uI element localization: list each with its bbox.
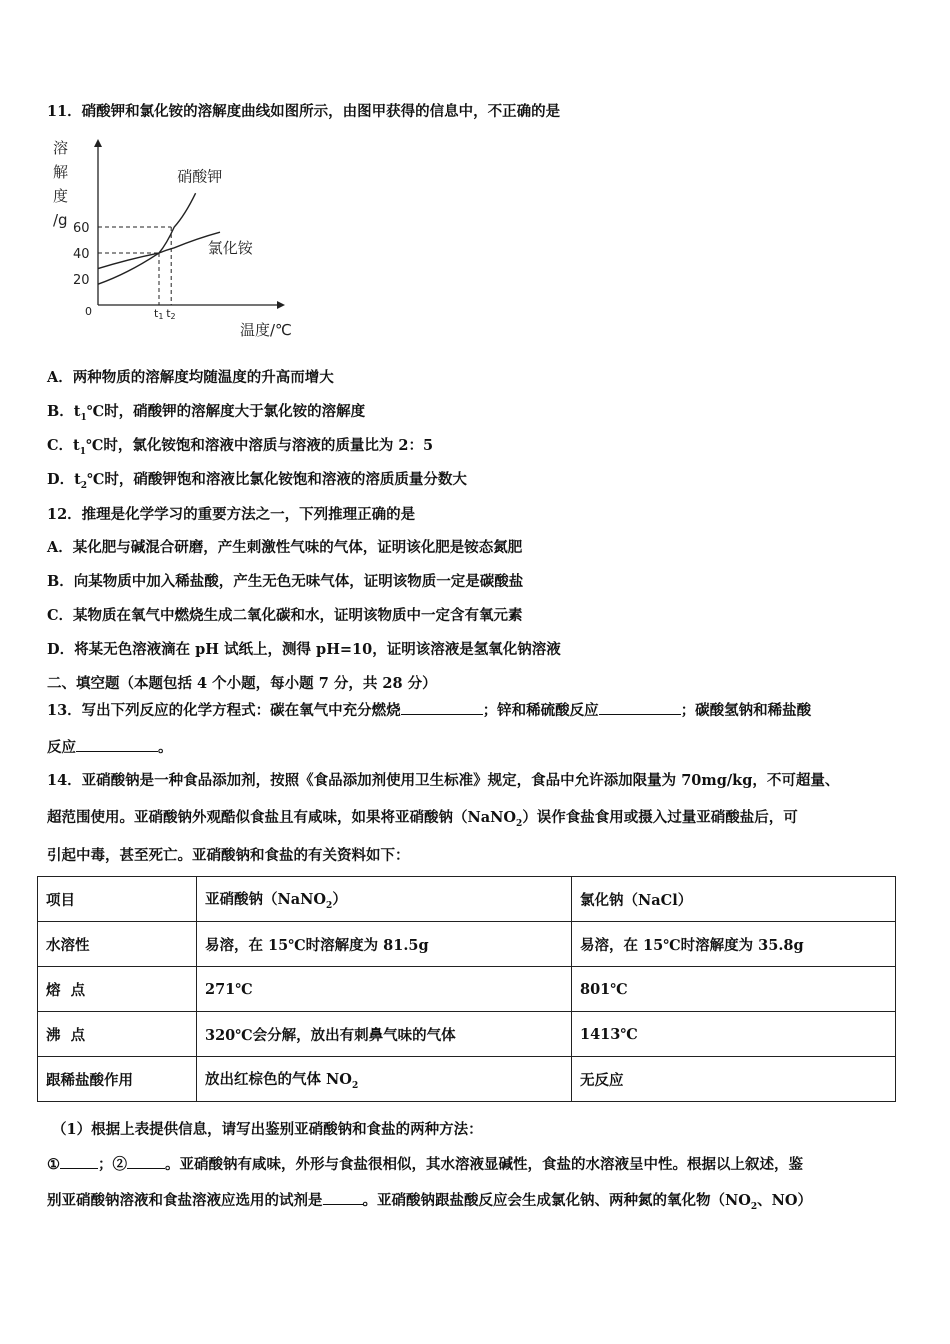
answer-blank[interactable] bbox=[76, 737, 158, 752]
q11-option-a: A．两种物质的溶解度均随温度的升高而增大 bbox=[47, 369, 334, 386]
y-axis-label-char: 溶 bbox=[53, 139, 69, 157]
q14-part1-line2: ① ；② 。亚硝酸钠有咸味，外形与食盐很相似，其水溶液显碱性，食盐的水溶液呈中性。根据以上叙述，鉴 bbox=[47, 1156, 803, 1173]
y-axis-label-char: 度 bbox=[53, 187, 69, 205]
solubility-chart bbox=[45, 135, 305, 345]
q12-option-d: D．将某无色溶液滴在 pH 试纸上，测得 pH=10，证明该溶液是氢氧化钠溶液 bbox=[47, 641, 561, 658]
series-label: 氯化铵 bbox=[207, 239, 253, 257]
table-cell: 801℃ bbox=[572, 967, 896, 1012]
q14-part1-line3: 别亚硝酸钠溶液和食盐溶液应选用的试剂是 。亚硝酸钠跟盐酸反应会生成氯化钠、两种氮的氧化物（$NO_2$、NO） bbox=[47, 1192, 813, 1212]
table-cell: 1413℃ bbox=[572, 1012, 896, 1057]
q14-line2: 超范围使用。亚硝酸钠外观酷似食盐且有咸味，如果将亚硝酸钠（NaNO$_2$）误作食盐食用或摄入过量亚硝酸盐后，可 bbox=[47, 809, 798, 829]
table-row bbox=[38, 1057, 896, 1102]
y-axis-label bbox=[53, 139, 68, 229]
q11-option-d: D．$t_2℃$时，硝酸钾饱和溶液比氯化铵饱和溶液的溶质质量分数大 bbox=[47, 471, 467, 491]
x-tick-label: t1 bbox=[154, 307, 164, 321]
y-tick-label: 20 bbox=[73, 273, 90, 288]
q11-option-b: B．$t_1℃$时，硝酸钾的溶解度大于氯化铵的溶解度 bbox=[47, 403, 366, 423]
q13-line1: 13．写出下列反应的化学方程式：碳在氧气中充分燃烧 ；锌和稀硫酸反应 ；碳酸氢钠和稀盐酸 bbox=[47, 702, 812, 719]
table-cell: 沸 点 bbox=[38, 1012, 197, 1057]
section-heading: 二、填空题（本题包括 4 个小题，每小题 7 分，共 28 分） bbox=[47, 675, 437, 692]
table-row bbox=[38, 1012, 896, 1057]
table-cell: 氯化钠（NaCl） bbox=[572, 877, 896, 922]
x-tick-label: t2 bbox=[166, 307, 176, 321]
series-line bbox=[98, 193, 196, 284]
table-cell: 320℃会分解，放出有刺鼻气味的气体 bbox=[197, 1012, 572, 1057]
comparison-table bbox=[37, 876, 896, 1102]
table-cell: 易溶，在 15℃时溶解度为 81.5g bbox=[197, 922, 572, 967]
table-cell: 熔 点 bbox=[38, 967, 197, 1012]
q13-line2: 反应 。 bbox=[47, 739, 173, 756]
answer-blank[interactable] bbox=[127, 1154, 165, 1169]
x-axis-arrow bbox=[277, 301, 285, 309]
table-cell: 跟稀盐酸作用 bbox=[38, 1057, 197, 1102]
table-cell: 易溶，在 15℃时溶解度为 35.8g bbox=[572, 922, 896, 967]
answer-blank[interactable] bbox=[401, 700, 483, 715]
q12-option-c: C．某物质在氧气中燃烧生成二氧化碳和水，证明该物质中一定含有氧元素 bbox=[47, 607, 523, 624]
table-header-row bbox=[38, 877, 896, 922]
q12-stem: 12．推理是化学学习的重要方法之一，下列推理正确的是 bbox=[47, 506, 416, 523]
y-axis-arrow bbox=[94, 139, 102, 147]
q11-option-c: C．$t_1℃$时，氯化铵饱和溶液中溶质与溶液的质量比为 2：5 bbox=[47, 437, 434, 457]
y-tick-label: 40 bbox=[73, 247, 90, 262]
q14-line1: 14．亚硝酸钠是一种食品添加剂，按照《食品添加剂使用卫生标准》规定，食品中允许添加限量为 70mg/kg，不可超量、 bbox=[47, 772, 840, 789]
y-axis-label-char: /g bbox=[53, 211, 68, 229]
q12-option-a: A．某化肥与碱混合研磨，产生刺激性气味的气体，证明该化肥是铵态氮肥 bbox=[47, 539, 523, 556]
table-row bbox=[38, 922, 896, 967]
q14-part1-line1: （1）根据上表提供信息，请写出鉴别亚硝酸钠和食盐的两种方法： bbox=[52, 1121, 483, 1138]
table-cell: 项目 bbox=[38, 877, 197, 922]
table-row bbox=[38, 967, 896, 1012]
table-cell: 亚硝酸钠（NaNO$_2$） bbox=[197, 877, 572, 922]
x-axis-label: 温度/℃ bbox=[240, 321, 292, 339]
q11-stem: 11．硝酸钾和氯化铵的溶解度曲线如图所示，由图甲获得的信息中，不正确的是 bbox=[47, 103, 561, 120]
answer-blank[interactable] bbox=[60, 1154, 98, 1169]
q12-option-b: B．向某物质中加入稀盐酸，产生无色无味气体，证明该物质一定是碳酸盐 bbox=[47, 573, 524, 590]
series-label: 硝酸钾 bbox=[177, 167, 223, 186]
table-cell: 水溶性 bbox=[38, 922, 197, 967]
origin-label: 0 bbox=[85, 305, 92, 318]
answer-blank[interactable] bbox=[599, 700, 681, 715]
y-axis-label-char: 解 bbox=[53, 163, 69, 181]
table-cell: 271℃ bbox=[197, 967, 572, 1012]
answer-blank[interactable] bbox=[323, 1190, 363, 1205]
q14-line3: 引起中毒，甚至死亡。亚硝酸钠和食盐的有关资料如下： bbox=[47, 847, 410, 864]
y-tick-label: 60 bbox=[73, 221, 90, 236]
table-cell: 放出红棕色的气体 $NO_2$ bbox=[197, 1057, 572, 1102]
table-cell: 无反应 bbox=[572, 1057, 896, 1102]
